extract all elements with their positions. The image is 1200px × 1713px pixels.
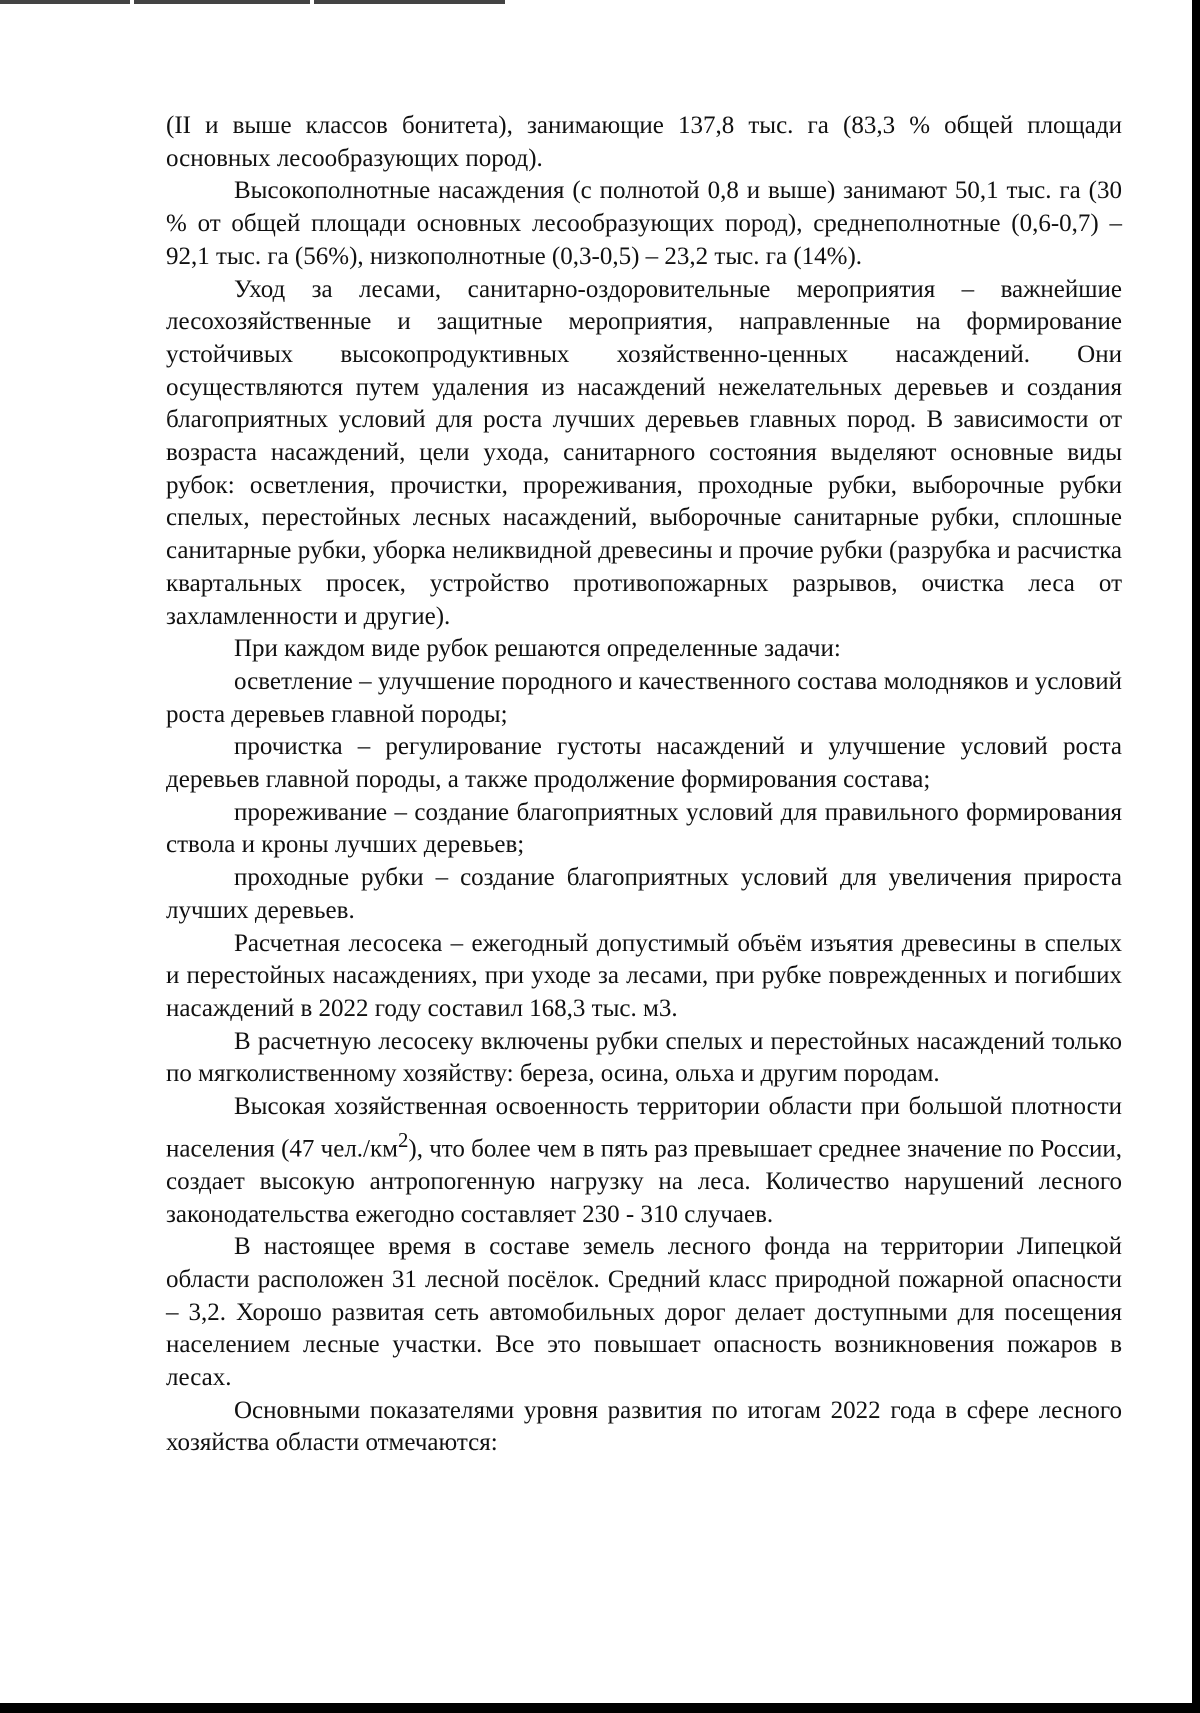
paragraph-task-cleaning: прочистка – регулирование густоты насаждений и улучшение условий роста деревьев главной породы, а также продолжение формирования состава;	[166, 733, 1122, 794]
document-body	[166, 110, 1122, 1460]
density-text-before: Высокая хозяйственная освоенность территории области при большой плотности населения (47 чел./км	[166, 1093, 1122, 1163]
paragraph-stand-density: Высокополнотные насаждения (с полнотой 0,8 и выше) занимают 50,1 тыс. га (30 % от общей площади основных лесообразующих пород), среднеполнотные (0,6-0,7) – 92,1 тыс. га (56%), низкополнотные (0,3-0,5) – 23,2 тыс. га (14%).	[166, 177, 1122, 270]
paragraph-population-density	[166, 1091, 1122, 1231]
scan-border-bottom	[0, 1703, 1200, 1713]
paragraph-softwood-cutting: В расчетную лесосеку включены рубки спелых и перестойных насаждений только по мягколиственному хозяйству: береза, осина, ольха и другим породам.	[166, 1027, 1122, 1088]
paragraph-forest-settlements: В настоящее время в составе земель лесного фонда на территории Липецкой области расположен 31 лесной посёлок. Средний класс природной пожарной опасности – 3,2. Хорошо развитая сеть автомобильных дорог делает доступными для посещения населением лесные участки. Все это повышает опасность возникновения пожаров в лесах.	[166, 1233, 1122, 1392]
paragraph-task-passage-cutting: проходные рубки – создание благоприятных условий для увеличения прироста лучших деревьев.	[166, 864, 1122, 924]
paragraph-task-clearing: осветление – улучшение породного и качественного состава молодняков и условий роста деревьев главной породы;	[166, 667, 1122, 728]
paragraph-allowable-cut: Расчетная лесосека – ежегодный допустимый объём изъятия древесины в спелых и перестойных насаждениях, при уходе за лесами, при рубке поврежденных и погибших насаждений в 2022 году составил 168,3 тыс. м3.	[166, 929, 1122, 1022]
scan-border-right	[1192, 0, 1200, 1713]
paragraph-key-indicators: Основными показателями уровня развития по итогам 2022 года в сфере лесного хозяйства области отмечаются:	[166, 1396, 1122, 1457]
density-superscript: 2	[397, 1127, 409, 1152]
paragraph-tasks-intro: При каждом виде рубок решаются определенные задачи:	[234, 635, 841, 663]
paragraph-task-thinning: прореживание – создание благоприятных условий для правильного формирования ствола и кроны лучших деревьев;	[166, 798, 1122, 859]
paragraph-forest-care: Уход за лесами, санитарно-оздоровительные мероприятия – важнейшие лесохозяйственные и защитные мероприятия, направленные на формирование устойчивых высокопродуктивных хозяйственно-ценных насаждений. Они осуществляются путем удаления из насаждений нежелательных деревьев и создания благоприятных условий для роста лучших деревьев главных пород. В зависимости от возраста насаждений, цели ухода, санитарного состояния выделяют основные виды рубок: осветления, прочистки, прореживания, проходные рубки, выборочные рубки спелых, перестойных лесных насаждений, выборочные санитарные рубки, сплошные санитарные рубки, уборка неликвидной древесины и прочие рубки (разрубка и расчистка квартальных просек, устройство противопожарных разрывов, очистка леса от захламленности и другие).	[166, 275, 1122, 630]
paragraph-continuation: (II и выше классов бонитета), занимающие 137,8 тыс. га (83,3 % общей площади основных лесообразующих пород).	[166, 112, 1122, 172]
scan-artifact-top	[0, 0, 505, 4]
density-text-after: ), что более чем в пять раз превышает среднее значение по России, создает высокую антропогенную нагрузку на леса. Количество нарушений лесного законодательства ежегодно составляет 230 - 310 случаев.	[166, 1135, 1122, 1228]
